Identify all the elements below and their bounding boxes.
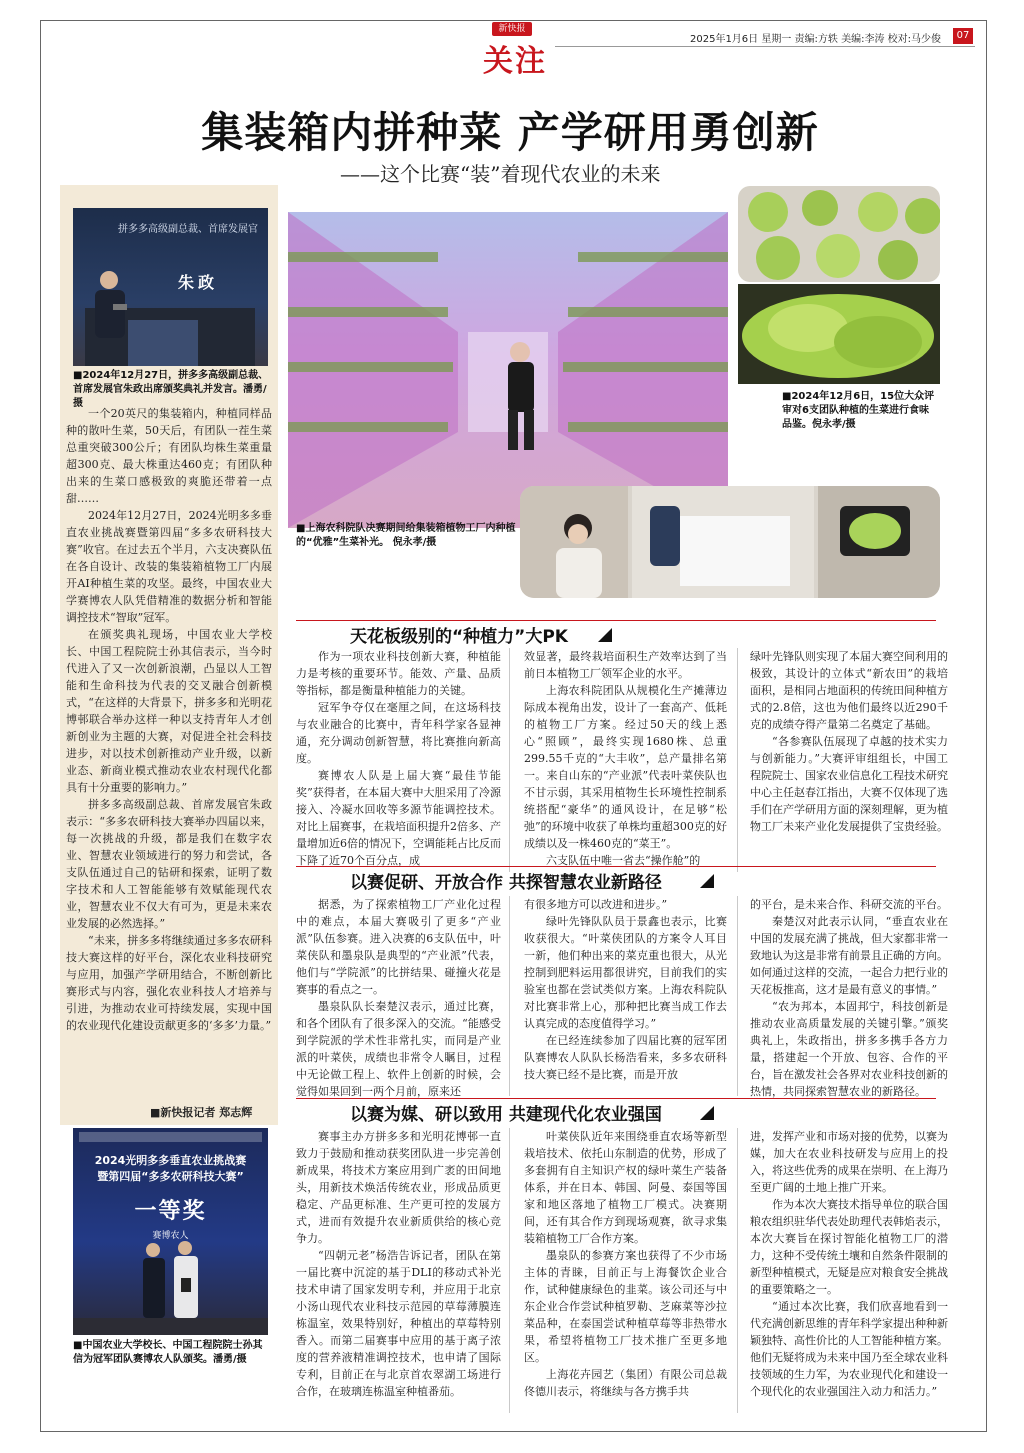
section-heading-2: 以赛促研、开放合作 共探智慧农业新路径 (350, 873, 662, 893)
article-paragraph: 赛博农人队是上届大赛“最佳节能奖”获得者，在本届大赛中大胆采用了冷源接入、冷凝水回收等多源节能调控技术。对比上届赛事，在栽培面积提升2倍多、产量增加近6倍的情况下，空调能耗占比反而下降了近70个百分点，成 (296, 769, 501, 867)
speaker-photo (73, 208, 268, 366)
article-paragraph: 墨泉队队长秦楚汉表示，通过比赛，和各个团队有了很多深入的交流。“能感受到学院派的学术性非常扎实，而同是产业派的叶菜侠，成绩也非常令人瞩目，过程中无论做工程上、软件上创新的时候，会觉得如果回到一两个月前，原来还 (296, 1000, 501, 1098)
heading-arrow (598, 628, 612, 642)
heading-arrow (700, 1106, 714, 1120)
sub-headline: ——这个比赛“装”着现代农业的未来 (340, 162, 661, 186)
article-paragraph: 进，发挥产业和市场对接的优势，以赛为媒，加大在农业科技研发与应用上的投入，将这些优秀的成果在崇明、在上海乃至更广阔的土地上推广开来。 (750, 1130, 948, 1194)
article-paragraph: 作为一项农业科技创新大赛，种植能力是考核的重要环节。能效、产量、品质等指标，都是衡量种植能力的关键。 (296, 650, 501, 697)
article-paragraph: 六支队伍中唯一省去“操作舱”的 (546, 854, 701, 867)
section1-col3 (750, 648, 948, 835)
section2-col1 (296, 896, 501, 1100)
article-paragraph: 叶菜侠队近年来围绕垂直农场等新型栽培技术、依托山东制造的优势，形成了多套拥有自主知识产权的绿叶菜生产装备体系，并在日本、韩国、阿曼、泰国等国家和地区落地了植物工厂模式。决赛期间，还有其合作方到现场观赛，欲寻求集装箱植物工厂合作方案。 (524, 1130, 727, 1245)
grow-racks-illustration (288, 212, 728, 528)
main-headline: 集装箱内拼种菜 产学研用勇创新 (201, 108, 819, 157)
article-paragraph: 据悉，为了探索植物工厂产业化过程中的难点，本届大赛吸引了更多“产业派”队伍参赛。进入决赛的6支队伍中，叶菜侠队和墨泉队是典型的“产业派”代表，他们与“学院派”的比拼结果、碰撞火花是赛事的看点之一。 (296, 898, 501, 996)
award-caption: ■中国农业大学校长、中国工程院院士孙其信为冠军团队赛博农人队颁奖。潘勇/摄 (73, 1340, 263, 1365)
award-team-name: 赛博农人 (152, 1231, 189, 1241)
column-rule (737, 896, 738, 1096)
section3-col3 (750, 1128, 948, 1400)
lettuce-photo-top (738, 186, 940, 282)
section-heading-1: 天花板级别的“种植力”大PK (350, 627, 568, 647)
section2-col3 (750, 896, 948, 1100)
section1-col2 (524, 648, 727, 869)
speaker-caption: ■2024年12月27日，拼多多高级副总裁、首席发展官朱政出席颁奖典礼并发言。潘勇/摄 (73, 370, 269, 409)
issue-meta: 2025年1月6日 星期一 责编:方轶 美编:李涛 校对:马少俊 (690, 34, 941, 45)
award-banner-line2: 暨第四届“多多农研科技大赛” (97, 1170, 244, 1183)
container-farm-photo (288, 212, 728, 528)
section-heading-3: 以赛为媒、研以致用 共建现代化农业强国 (350, 1105, 662, 1125)
article-paragraph: 在已经连续参加了四届比赛的冠军团队赛博农人队队长杨浩看来，多多农研科技大赛已经不是比赛，而是开放 (524, 1034, 727, 1081)
heading-arrow (700, 874, 714, 888)
article-paragraph: 的平台，是未来合作、科研交流的平台。 (750, 898, 948, 911)
article-paragraph: 冠军争夺仅在毫厘之间，在这场科技与农业融合的比赛中，青年科学家各显神通，充分调动创新智慧，将比赛推向新高度。 (296, 701, 501, 765)
column-rule (509, 648, 510, 872)
left-paragraph: 拼多多高级副总裁、首席发展官朱政表示：“多多农研科技大赛举办四届以来，每一次挑战的升级，都是我们在数字农业、智慧农业领域进行的努力和尝试，各支队伍通过自己的钻研和探索，证明了数字技术和人工智能能够有效赋能现代农业，智慧农业不仅大有可为，更是未来农业发展的必然选择。” (66, 798, 272, 930)
tasting-photo (520, 486, 940, 598)
left-paragraph: 在颁奖典礼现场，中国农业大学校长、中国工程院院士孙其信表示，当今时代进入了又一次创新浪潮，凸显以人工智能和生命科技为代表的交叉融合创新模式，“在这样的大背景下，拼多多和光明花博邨联合举办这样一种以支持青年人才创新创业为主题的大赛，对促进全社会科技进步，对以技术创新推动产业升级，以新业态、新商业模式推动农业农村现代化都具有十分重要的影响力。” (66, 628, 272, 794)
article-paragraph: “四朝元老”杨浩告诉记者，团队在第一届比赛中沉淀的基于DLI的移动式补光技术申请了国家发明专利，并应用于北京小汤山现代农业科技示范园的草莓薄膜连栋温室，效果特别好，种植出的草莓特别香入。而第二届赛事中应用的基于离子浓度的营养液精准调控技术，也申请了国际专利，目前正在与北京首农翠湖工场进行合作，在玻璃连栋温室种植番茄。 (296, 1249, 501, 1398)
award-banner-line1: 2024光明多多垂直农业挑战赛 (94, 1154, 247, 1167)
tasting-caption: ■2024年12月6日，15位大众评审对6支团队种植的生菜进行食味品鉴。倪永孝/摄 (782, 391, 935, 430)
reporter-byline: ■新快报记者 郑志辉 (150, 1106, 253, 1119)
section1-col1 (296, 648, 501, 869)
newspaper-badge: 新快报 (492, 22, 532, 36)
article-paragraph: 绿叶先锋队则实现了本届大赛空间利用的极致，其设计的立体式“新农田”的栽培面积，是相同占地面积的传统田间种植方式的2.8倍，这也为他们最终以近290千克的成绩夺得产量第二名奠定了基础。 (750, 650, 948, 731)
page-number: 07 (953, 28, 973, 44)
header-rule (555, 46, 975, 47)
column-rule (737, 648, 738, 872)
tasting-scenes (520, 486, 940, 598)
article-paragraph: 赛事主办方拼多多和光明花博邨一直致力于鼓励和推动获奖团队进一步完善创新成果，将技术方案应用到广袤的田间地头，用新技术焕活传统农业，形成品质更稳定、产品更标准、生产更可控的发展方式，进而有效提升农业新质供给的核心竞争力。 (296, 1130, 501, 1245)
article-paragraph: “各参赛队伍展现了卓越的技术实力与创新能力。”大赛评审组组长，中国工程院院士、国家农业信息化工程技术研究中心主任赵春江指出，大赛不仅体现了选手们在产学研用方面的深刻理解，更为植物工厂未来产业化发展提供了宝贵经验。 (750, 735, 948, 833)
article-paragraph: 绿叶先锋队队员于景鑫也表示，比赛收获很大。“叶菜侠团队的方案令人耳目一新，他们种出来的菜克重也很大，从光控制到肥料运用都很讲究，目前我们的实验室也都在尝试类似方案。上海农科院队对比赛非常上心，那种把比赛当成工作去认真完成的态度值得学习。” (524, 915, 727, 1030)
left-paragraph: 2024年12月27日，2024光明多多垂直农业挑战赛暨第四届“多多农研科技大赛”收官。在过去五个半月，六支决赛队伍在各自设计、改装的集装箱植物工厂内展开AI种植生菜的攻坚。最终，中国农业大学赛博农人队凭借精准的数据分析和智能调控技术“智取”冠军。 (66, 509, 272, 624)
speaker-banner-name: 朱政 (178, 273, 219, 292)
article-paragraph: 上海花卉园艺（集团）有限公司总裁佟德川表示，将继续与各方携手共 (524, 1368, 727, 1398)
left-article (66, 405, 272, 1034)
article-paragraph: “通过本次比赛，我们欣喜地看到一代充满创新思维的青年科学家提出种种新颖独特、高性价比的人工智能种植方案。他们无疑将成为未来中国乃至全球农业科技领域的生力军，为农业现代化和建设一个现代化的农业强国注入动力和活力。” (750, 1300, 948, 1398)
article-paragraph: 上海农科院团队从规模化生产摊薄边际成本视角出发，设计了一套高产、低耗的植物工厂方案。经过50天的线上悉心“照顾”，最终实现1680株、总重299.55千克的“大丰收”，总产量排名第一。来自山东的“产业派”代表叶菜侠队也不甘示弱，其采用植物生长环境性控制系统搭配“豪华”的通风设计，在足够“松弛”的环境中收获了单株均重超300克的好成绩以及一株460克的“菜王”。 (524, 684, 727, 850)
article-paragraph: 有很多地方可以改进和进步。” (524, 898, 668, 911)
column-rule (737, 1128, 738, 1413)
column-rule (509, 896, 510, 1096)
farm-caption: ■上海农科院队决赛期间给集装箱植物工厂内种植的“优雅”生菜补光。 倪永孝/摄 (296, 523, 516, 548)
lettuce-photo-bottom (738, 284, 940, 384)
section-title: 关注 (483, 44, 547, 79)
left-paragraph: “未来，拼多多将继续通过多多农研科技大赛这样的好平台，深化农业科技研究与应用，加强产学研用结合，不断创新比赛形式与内容，强化农业科技人才培养与引进，为推动农业可持续发展，实现中国的农业现代化建设贡献更多的‘多多’力量。” (66, 934, 272, 1032)
lettuce-close-up (738, 284, 940, 384)
article-paragraph: 效显著，最终栽培面积生产效率达到了当前日本植物工厂领军企业的水平。 (524, 650, 727, 680)
article-paragraph: 墨泉队的参赛方案也获得了不少市场主体的青睐，目前正与上海餐饮企业合作，试种健康绿色的韭菜。该公司还与中东企业合作尝试种植罗勒、芝麻菜等沙拉菜品种，在泰国尝试种植草莓等非热带水果，希望将植物工厂技术推广至更多地区。 (524, 1249, 727, 1364)
award-prize-title: 一等奖 (134, 1199, 207, 1224)
article-paragraph: 秦楚汉对此表示认同，“垂直农业在中国的发展充满了挑战，但大家都非常一致地认为这是非常有前景且正确的方向。如何通过这样的交流，一起合力把行业的天花板推高，这才是最有意义的事情。” (750, 915, 948, 996)
left-paragraph: 一个20英尺的集装箱内，种植同样品种的散叶生菜，50天后，有团队一茬生菜总重突破300公斤；有团队均株生菜重量超300克、最大株重达460克；有团队种出来的生菜口感极致的爽脆还带着一点甜…… (66, 407, 272, 505)
tasting-caption-box (778, 386, 940, 460)
lettuce-heads (738, 186, 940, 282)
award-photo (73, 1128, 268, 1335)
speaker-figure (73, 208, 268, 366)
award-figures (73, 1128, 268, 1335)
article-paragraph: “农为邦本，本固邦宁，科技创新是推动农业高质量发展的关键引擎。”颁奖典礼上，朱政指出，拼多多携手各方力量，搭建起一个开放、包容、合作的平台，旨在激发社会各界对农业科技创新的热情，共同探索智慧农业的新路径。 (750, 1000, 948, 1098)
section3-col1 (296, 1128, 501, 1400)
section3-col2 (524, 1128, 727, 1400)
section2-col2 (524, 896, 727, 1083)
article-paragraph: 作为本次大赛技术指导单位的联合国粮农组织驻华代表处助理代表韩焰表示，本次大赛旨在探讨智能化植物工厂的潜力，这种不受传统土壤和自然条件限制的新型种植模式，无疑是应对粮食安全挑战的重要策略之一。 (750, 1198, 948, 1296)
speaker-banner-title: 拼多多高级副总裁、首席发展官 (118, 224, 258, 235)
column-rule (509, 1128, 510, 1413)
